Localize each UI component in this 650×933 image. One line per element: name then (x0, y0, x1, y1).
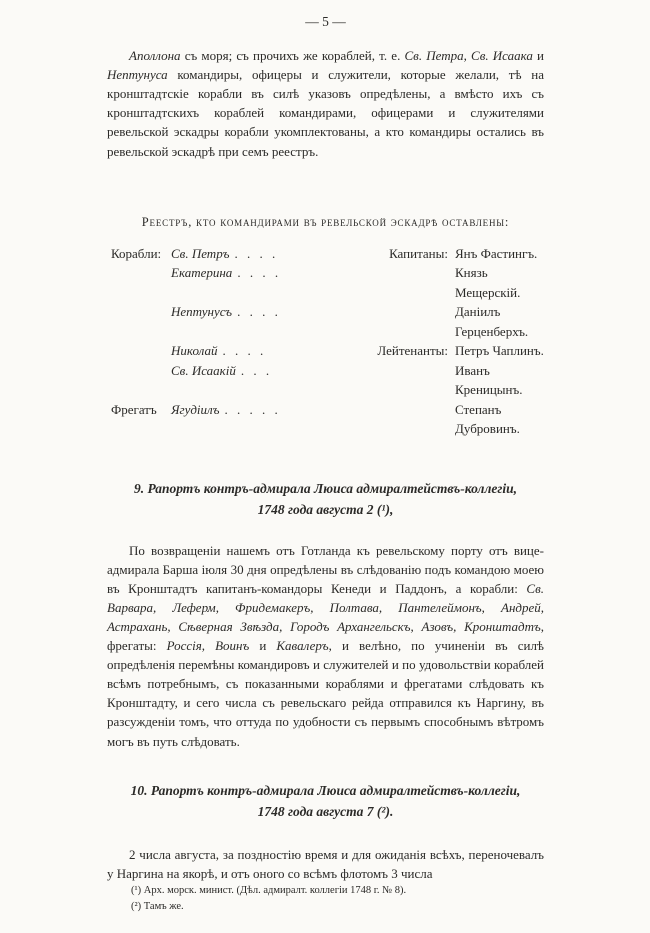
register-row-officer: Янъ Фастингъ. (455, 245, 538, 261)
register-row (111, 400, 544, 439)
ship-name: Екатерина (171, 265, 233, 281)
section-10-body: 2 числа августа, за поздностію время и для ожиданія всѣхъ, переночевалъ у Наргина на якорѣ, и отъ оного со всѣмъ флотомъ 3 числа (107, 846, 544, 881)
leader-dots: . . . . (237, 265, 282, 281)
register-row-ship (171, 244, 353, 264)
page-number: — 5 — (305, 14, 346, 29)
register-row-rank (353, 302, 455, 341)
leader-dots: . . . . . (224, 401, 281, 417)
register-row-prefix: Корабли: (111, 245, 162, 261)
footnotes (107, 883, 544, 916)
ship-name: Св. Исаакій (171, 362, 236, 378)
section-10-title: 10. Рапортъ контръ-адмирала Люиса адмиралтействъ-коллегіи, (130, 782, 521, 798)
section-9-body: По возвращеніи нашемъ отъ Готланда къ ревельскому порту отъ вице-адмирала Барша іюля 30 дня опредѣлены въ слѣдованію подъ командою моею въ Кронштадтъ капитанъ-командоры Кенеди и Паддонъ, а корабли: Св. Варвара, Леферм, Фридемакеръ, Полтава, Пантелеймонъ, Андрей, Астрахань, Сѣверная Звѣзда, Городъ Архангельскъ, Азовъ, Кронштадтъ, фрегаты: Россія, Воинъ и Кавалеръ, и велѣно, по учиненіи въ силѣ опредѣленія перемѣны командировъ и служителей и по удовольствіи кораблей всѣмъ потребнымъ, съ показанными кораблями и фрегатами слѣдовать къ Кронштадту, и сего числа съ ревельскаго рейда отправился къ Наргину, въ разсужденіи томъ, что оттуда по удобности съ первымъ способнымъ вѣтромъ могъ въ путь слѣдовать. (107, 542, 544, 749)
register-row-ship (171, 341, 353, 361)
register-row-prefix (111, 361, 171, 400)
leader-dots: . . . . (237, 304, 281, 320)
register-row (111, 341, 544, 361)
register-heading: Реестръ, кто командирами въ ревельской эскадрѣ оставлены: (141, 214, 510, 229)
leader-dots: . . . (240, 362, 273, 378)
register-row-prefix (111, 263, 171, 302)
leader-dots: . . . . (222, 343, 267, 359)
intro-paragraph: Аполлона съ моря; съ прочихъ же кораблей, т. е. Св. Петра, Св. Исаака и Нептунуса командиры, офицеры и служители, которые желали, тѣ на кронштадтскіе корабли въ силѣ указовъ опредѣлены, а вмѣсто ихъ съ кронштадтскихъ кораблей командирами, офицерами и служителями ревельской эскадры корабли укомплектованы, а кто командиры остались въ ревельской эскадрѣ при семъ реестръ. (107, 48, 544, 159)
ship-name: Николай (171, 343, 218, 359)
register-row-officer: Степанъ Дубровинъ. (455, 401, 520, 437)
register-row-officer: Петръ Чаплинъ. (455, 343, 544, 359)
register-row-ship (171, 263, 353, 302)
register-row-ship (171, 302, 353, 341)
register-row-rank (353, 361, 455, 400)
ship-name: Ягудіилъ (171, 401, 220, 417)
register-row-ship (171, 400, 353, 439)
ship-name: Св. Петръ (171, 245, 230, 261)
section-9-heading (107, 479, 544, 521)
section-9-title: 9. Рапортъ контръ-адмирала Люиса адмиралтействъ-коллегіи, (134, 480, 517, 496)
register-row-prefix (111, 341, 171, 361)
register-row-officer: Князь Мещерскій. (455, 265, 521, 300)
leader-dots: . . . . (234, 245, 279, 261)
section-9-date: 1748 года августа 2 (¹), (257, 501, 394, 517)
footnote-2: (²) Тамъ же. (131, 901, 184, 913)
register-row-officer: Даніилъ Герценберхъ. (455, 304, 529, 339)
register-row-officer: Иванъ Креницынъ. (455, 362, 523, 398)
register-table (111, 244, 544, 439)
register-row-rank (353, 400, 455, 439)
register-row (111, 361, 544, 400)
section-10-date: 1748 года августа 7 (²). (257, 803, 394, 819)
register-row (111, 244, 544, 264)
register-row-prefix: Фрегатъ (111, 401, 157, 417)
section-10-heading (107, 781, 544, 823)
register-row-rank (353, 263, 455, 302)
footnote-1: (¹) Арх. морск. минист. (Дѣл. адмиралт. коллегіи 1748 г. № 8). (131, 884, 407, 896)
register-row (111, 302, 544, 341)
register-row (111, 263, 544, 302)
ship-name: Нептунусъ (171, 304, 233, 320)
register-row-rank: Лейтенанты: (377, 343, 448, 359)
register-row-prefix (111, 302, 171, 341)
register-row-rank: Капитаны: (389, 245, 448, 261)
register-row-ship (171, 361, 353, 400)
